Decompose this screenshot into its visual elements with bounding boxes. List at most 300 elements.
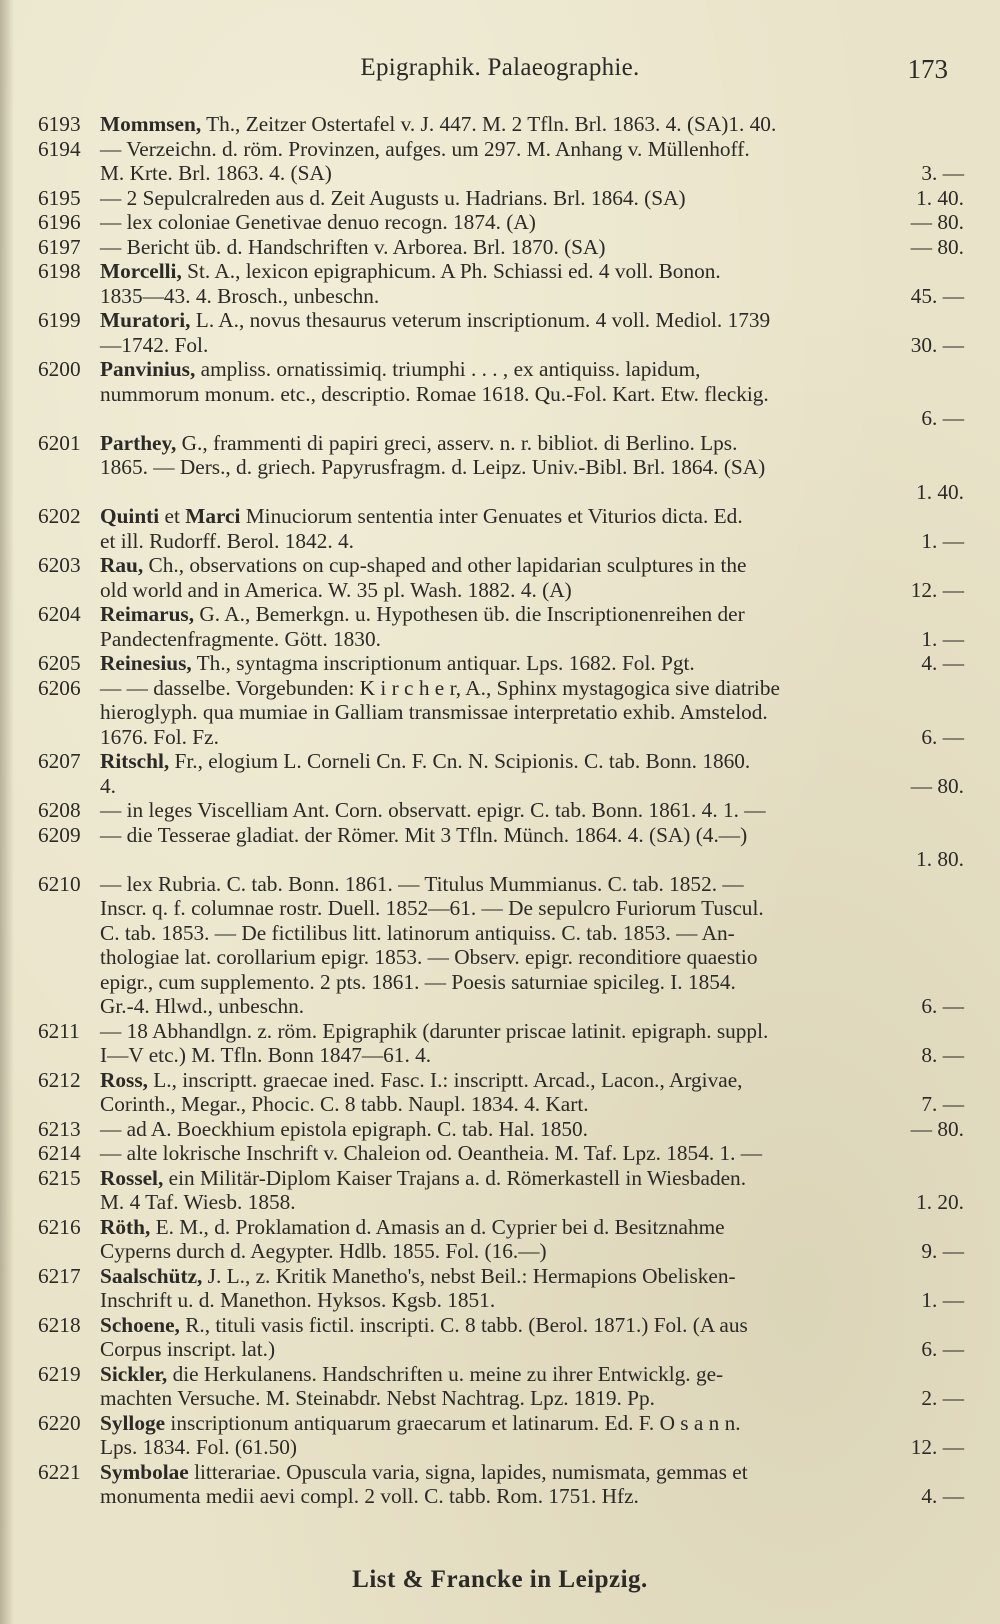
entry-number: 6199 [38,308,81,332]
description-text: J. L., z. Kritik Manetho's, nebst Beil.: Hermapions Obelisken- [202,1263,736,1288]
entry-line-text [100,1288,495,1313]
price: 3. — [921,161,964,185]
entry-line [100,1484,964,1509]
entry-line [100,1337,964,1362]
price: 8. — [921,1043,964,1067]
entry-line [100,1264,964,1289]
entry-number: 6194 [38,136,81,161]
catalogue-entry [38,1362,964,1411]
catalogue-entry [38,1117,964,1142]
page-header [0,52,1000,92]
author-name: Sickler, [100,1361,168,1386]
catalogue-entry [38,504,964,553]
description-text: inscriptionum antiquarum graecarum et latinarum. Ed. F. O s a n n. [165,1410,741,1435]
entry-text [100,210,964,235]
description-text: — 2 Sepulcralreden aus d. Zeit Augusts u. Hadrians. Brl. 1864. (SA) [100,185,686,210]
entry-line [100,994,964,1019]
entry-number: 6200 [38,357,81,381]
price: 6. — [921,724,964,749]
entry-line-text [100,1264,736,1289]
description-text: Inschrift u. d. Manethon. Hyksos. Kgsb. 1851. [100,1288,496,1312]
entry-line [100,210,964,235]
entry-number: 6214 [38,1141,81,1165]
entry-line-text [100,1362,723,1387]
entry-text [100,1411,964,1460]
description-text: ampliss. ornatissimiq. triumphi . . . , ex antiquiss. lapidum, [195,357,701,381]
entry-line-text [100,357,700,382]
catalogue-entry [38,1141,964,1166]
author-name: Muratori, [100,308,191,332]
entry-line [100,455,964,480]
author-name: Parthey, [100,430,177,455]
description-text: L. A., novus thesaurus veterum inscriptionum. 4 voll. Mediol. 1739 [190,308,771,332]
entry-line [100,382,964,407]
catalogue-entry [38,1460,964,1509]
price: 6. — [921,994,964,1018]
entry-text [100,1460,964,1509]
entry-line-text [100,1043,431,1068]
description-text: 1835—43. 4. Brosch., unbeschn. [100,283,380,308]
entry-number: 6196 [38,210,81,234]
catalogue-entry [38,1411,964,1460]
entry-line [100,798,964,823]
entry-text [100,651,964,676]
price: 1. 40. [916,185,964,210]
description-text: Th., syntagma inscriptionum antiquar. Lps. 1682. Fol. Pgt. [191,651,695,675]
description-text: Lps. 1834. Fol. (61.50) [100,1435,297,1459]
price: 2. — [921,1386,964,1410]
description-text: thologiae lat. corollarium epigr. 1853. — Observ. epigr. reconditiore quaestio [100,945,758,969]
description-text: 4. [100,773,116,798]
entry-line-text [100,945,757,970]
author-name: Reimarus, [100,602,195,626]
catalogue-entry [38,112,964,137]
entry-number: 6206 [38,675,81,700]
entry-line-text [100,235,606,260]
entry-text [100,1362,964,1411]
description-text: — Bericht üb. d. Handschriften v. Arborea. Brl. 1870. (SA) [100,234,606,259]
entry-number: 6218 [38,1312,81,1337]
entry-line [100,921,964,946]
catalogue-entry [38,259,964,308]
description-text: Corpus inscript. lat.) [100,1337,276,1361]
entry-text [100,112,964,137]
entry-line-text [100,112,776,137]
catalogue-entry [38,798,964,823]
entry-number: 6221 [38,1459,81,1484]
page-number: 173 [907,54,948,84]
entry-number: 6210 [38,871,81,896]
author-name: Morcelli, [100,259,182,283]
entry-line-text [100,578,572,603]
entry-line [100,357,964,382]
entry-line [100,504,964,529]
price: — 80. [910,1116,964,1141]
entry-line [100,945,964,970]
catalogue-entry [38,1313,964,1362]
catalogue-entry [38,235,964,260]
description-text: — 18 Abhandlgn. z. röm. Epigraphik (darunter priscae latinit. epigraph. suppl. [100,1018,769,1043]
entry-line [100,1460,964,1485]
entry-line-text [100,872,744,897]
entry-line [100,1288,964,1313]
entry-line-text [100,1460,748,1485]
description-text: L., inscriptt. graecae ined. Fasc. I.: inscriptt. Arcad., Lacon., Argivae, [147,1067,743,1092]
catalogue-entry [38,602,964,651]
author-name: Rau, [100,553,144,577]
description-text: epigr., cum supplemento. 2 pts. 1861. — Poesis saturniae spicileg. I. 1854. [100,969,736,994]
entry-line-text [100,749,750,774]
entry-line-text [100,1313,748,1338]
entry-number: 6213 [38,1116,81,1141]
entry-line-text [100,308,770,333]
entry-line-text [100,774,116,799]
entry-text [100,749,964,798]
description-text: — lex coloniae Genetivae denuo recogn. 1874. (A) [100,210,536,234]
catalogue-entry [38,651,964,676]
entry-line-text [100,1386,655,1411]
description-text: —1742. Fol. [100,332,209,357]
description-text: nummorum monum. etc., descriptio. Romae 1618. Qu.-Fol. Kart. Etw. fleckig. [100,381,769,406]
description-text: machten Versuche. M. Steinabdr. Nebst Nachtrag. Lpz. 1819. Pp. [100,1386,655,1410]
description-text: St. A., lexicon epigraphicum. A Ph. Schiassi ed. 4 voll. Bonon. [181,259,721,283]
description-text: die Herkulanens. Handschriften u. meine zu ihrer Entwicklg. ge- [167,1361,724,1386]
entry-line [100,872,964,897]
entry-line [100,1411,964,1436]
price: 4. — [921,1484,964,1508]
entry-text [100,1068,964,1117]
entry-line [100,1166,964,1191]
entry-text [100,137,964,186]
entry-line [100,578,964,603]
catalogue-entry [38,1068,964,1117]
entry-line-text [100,725,219,750]
entry-text [100,553,964,602]
entry-text [100,1019,964,1068]
description-text: Minuciorum sententia inter Genuates et Viturios dicta. Ed. [240,504,743,528]
entry-text [100,504,964,553]
price: 30. — [910,332,964,357]
entry-line-text [100,1117,588,1142]
entry-number: 6216 [38,1214,81,1239]
entry-line-text [100,1068,742,1093]
entry-line-text [100,1411,741,1436]
entry-line-text [100,186,686,211]
entry-text [100,1313,964,1362]
entry-number: 6215 [38,1165,81,1190]
author-name: Ritschl, [100,749,170,773]
entry-line-text [100,529,354,554]
entry-line [100,406,964,431]
author-name: Mommsen, [100,112,202,136]
entry-text [100,259,964,308]
price: — 80. [910,234,964,259]
description-text: Gr.-4. Hlwd., unbeschn. [100,994,305,1018]
catalogue-entry [38,823,964,872]
entry-text [100,823,964,872]
entry-line [100,284,964,309]
entry-line-text [100,431,737,456]
entry-line [100,431,964,456]
entry-number: 6219 [38,1361,81,1386]
description-text: Inscr. q. f. columnae rostr. Duell. 1852—61. — De sepulcro Furiorum Tuscul. [100,896,764,920]
entry-line [100,235,964,260]
author-name: Ross, [100,1067,148,1092]
price: 1. — [921,528,964,553]
price: 1. 20. [916,1190,964,1214]
entry-number: 6208 [38,798,81,822]
entry-number: 6217 [38,1263,81,1288]
price: 7. — [921,1092,964,1116]
entry-line-text [100,896,764,921]
entry-line [100,1435,964,1460]
entry-line-text [100,1239,547,1264]
entry-text [100,357,964,431]
entry-line-text [100,455,765,480]
entry-line-text [100,210,536,235]
entry-line [100,627,964,652]
entry-line [100,1141,964,1166]
entry-line [100,137,964,162]
entry-number: 6205 [38,651,81,675]
catalogue-entry [38,210,964,235]
entry-line-text [100,1484,639,1509]
description-text: hieroglyph. qua mumiae in Galliam transmissae interpretatio exhib. Amstelod. [100,700,768,724]
entry-line [100,651,964,676]
description-text: E. M., d. Proklamation d. Amasis an d. Cyprier bei d. Besitznahme [150,1214,725,1239]
entry-line [100,896,964,921]
page-edge-shadow [0,0,14,1624]
entry-line-text [100,284,379,309]
catalogue-entry [38,1215,964,1264]
description-text: G. A., Bemerkgn. u. Hypothesen üb. die Inscriptionenreihen der [194,602,745,626]
entry-line-text [100,602,745,627]
entry-text [100,431,964,505]
catalogue-entry [38,431,964,505]
price: 6. — [921,1337,964,1361]
description-text: litterariae. Opuscula varia, signa, lapides, numismata, gemmas et [188,1459,748,1484]
price: 6. — [921,406,964,430]
entry-number: 6203 [38,553,81,577]
entry-line-text [100,1435,297,1460]
author-name: Symbolae [100,1459,189,1484]
entry-line [100,774,964,799]
entry-line-text [100,504,743,529]
entry-line [100,1190,964,1215]
entry-line [100,700,964,725]
price: — 80. [910,210,964,234]
price: 1. 40. [916,479,964,504]
entry-line-text [100,1092,589,1117]
description-text: M. Krte. Brl. 1863. 4. (SA) [100,161,332,185]
price: 1. 80. [916,847,964,871]
entry-number: 6211 [38,1018,80,1043]
description-text: — in leges Viscelliam Ant. Corn. observatt. epigr. C. tab. Bonn. 1861. 4. 1. — [100,798,766,822]
entry-line [100,553,964,578]
entry-line [100,602,964,627]
entry-line [100,480,964,505]
entry-line [100,186,964,211]
publisher-footer: List & Francke in Leipzig. [352,1566,648,1593]
entry-line-text [100,823,747,848]
entry-text [100,676,964,750]
description-text: M. 4 Taf. Wiesb. 1858. [100,1190,296,1214]
entry-line [100,1215,964,1240]
entry-line [100,823,964,848]
author-name: Sylloge [100,1410,166,1435]
entry-text [100,186,964,211]
description-text: ein Militär-Diplom Kaiser Trajans a. d. Römerkastell in Wiesbaden. [163,1165,747,1190]
catalogue-entries [38,112,964,1509]
entry-line-text [100,137,750,162]
entry-number: 6202 [38,504,81,528]
description-text: I—V etc.) M. Tfln. Bonn 1847—61. 4. [100,1043,432,1067]
description-text: 1676. Fol. Fz. [100,724,219,749]
entry-line [100,333,964,358]
price: 9. — [921,1239,964,1263]
description-text: — Verzeichn. d. röm. Provinzen, aufges. um 297. M. Anhang v. Müllenhoff. [100,136,750,161]
entry-line-text [100,798,766,823]
entry-text [100,798,964,823]
entry-line-text [100,676,780,701]
author-name: Röth, [100,1214,151,1239]
entry-text [100,308,964,357]
description-text: Th., Zeitzer Ostertafel v. J. 447. M. 2 Tfln. Brl. 1863. 4. (SA)1. 40. [201,112,777,136]
description-text: C. tab. 1853. — De fictilibus litt. latinorum antiquiss. C. tab. 1853. — An- [100,920,735,945]
entry-number: 6207 [38,749,81,773]
entry-line-text [100,161,332,186]
description-text: — alte lokrische Inschrift v. Chaleion od. Oeantheia. M. Taf. Lpz. 1854. 1. — [100,1141,763,1165]
entry-text [100,872,964,1019]
entry-line [100,1117,964,1142]
price: 45. — [910,283,964,308]
description-text: Ch., observations on cup-shaped and other lapidarian sculptures in the [143,553,747,577]
author-name: Saalschütz, [100,1263,203,1288]
entry-number: 6209 [38,822,81,847]
description-text: Cyperns durch d. Aegypter. Hdlb. 1855. Fol. (16.—) [100,1239,547,1263]
entry-line-text [100,970,736,995]
entry-line-text [100,1337,275,1362]
entry-text [100,1141,964,1166]
entry-line [100,847,964,872]
description-text: R., tituli vasis fictil. inscripti. C. 8 tabb. (Berol. 1871.) Fol. (A aus [179,1312,748,1337]
catalogue-entry [38,1166,964,1215]
entry-number: 6197 [38,234,81,259]
catalogue-entry [38,186,964,211]
price: 1. — [921,1288,964,1312]
entry-line [100,1362,964,1387]
price: 4. — [921,651,964,675]
entry-number: 6212 [38,1067,81,1092]
catalogue-entry [38,676,964,750]
catalogue-entry [38,357,964,431]
entry-line-text [100,259,721,284]
author-name: Reinesius, [100,651,192,675]
entry-number: 6220 [38,1410,81,1435]
entry-line [100,1239,964,1264]
description-text: Pandectenfragmente. Gött. 1830. [100,626,381,651]
entry-line [100,676,964,701]
entry-line-text [100,1190,296,1215]
description-text: monumenta medii aevi compl. 2 voll. C. tabb. Rom. 1751. Hfz. [100,1484,639,1508]
entry-number: 6195 [38,185,81,210]
entry-line [100,749,964,774]
entry-number: 6201 [38,430,81,455]
catalogue-entry [38,1264,964,1313]
entry-line-text [100,1141,762,1166]
catalogue-entry [38,553,964,602]
catalogue-entry [38,308,964,357]
entry-line [100,529,964,554]
catalogue-entry [38,749,964,798]
running-title: Epigraphik. Palaeographie. [360,54,640,81]
description-text: Fr., elogium L. Corneli Cn. F. Cn. N. Scipionis. C. tab. Bonn. 1860. [169,749,751,773]
entry-line [100,1043,964,1068]
description-text: 1865. — Ders., d. griech. Papyrusfragm. d. Leipz. Univ.-Bibl. Brl. 1864. (SA) [100,455,766,479]
description-text: — — dasselbe. Vorgebunden: K i r c h e r, A., Sphinx mystagogica sive diatribe [100,675,780,700]
entry-line-text [100,1215,725,1240]
price: 12. — [910,577,964,602]
entry-text [100,1166,964,1215]
entry-number: 6198 [38,259,81,283]
entry-number: 6204 [38,602,81,626]
author-name: Rossel, [100,1165,164,1190]
entry-text [100,1117,964,1142]
entry-line [100,1386,964,1411]
entry-line [100,725,964,750]
entry-text [100,235,964,260]
entry-line [100,970,964,995]
entry-line [100,308,964,333]
entry-line-text [100,700,768,725]
author-name: Marci [185,504,241,528]
entry-line [100,1019,964,1044]
price: 12. — [910,1435,964,1459]
description-text: — ad A. Boeckhium epistola epigraph. C. tab. Hal. 1850. [100,1116,588,1141]
entry-line-text [100,921,735,946]
entry-line [100,1092,964,1117]
entry-text [100,1215,964,1264]
entry-line [100,161,964,186]
description-text: Corinth., Megar., Phocic. C. 8 tabb. Naupl. 1834. 4. Kart. [100,1092,589,1116]
price: 1. — [921,626,964,651]
entry-number: 6193 [38,112,81,136]
catalogue-entry [38,137,964,186]
entry-line-text [100,1019,768,1044]
entry-line [100,1313,964,1338]
entry-line-text [100,627,381,652]
catalogue-entry [38,872,964,1019]
entry-line [100,259,964,284]
description-text: et [159,504,186,528]
entry-line [100,112,964,137]
entry-text [100,1264,964,1313]
catalogue-entry [38,1019,964,1068]
entry-line-text [100,333,208,358]
entry-line [100,1068,964,1093]
author-name: Schoene, [100,1312,180,1337]
author-name: Quinti [100,504,160,528]
description-text: — lex Rubria. C. tab. Bonn. 1861. — Titulus Mummianus. C. tab. 1852. — [100,871,744,896]
price: — 80. [910,773,964,798]
entry-line-text [100,994,304,1019]
description-text: G., frammenti di papiri greci, asserv. n. r. bibliot. di Berlino. Lps. [176,430,738,455]
description-text: et ill. Rudorff. Berol. 1842. 4. [100,528,354,553]
entry-line-text [100,382,769,407]
author-name: Panvinius, [100,357,196,381]
description-text: — die Tesserae gladiat. der Römer. Mit 3 Tfln. Münch. 1864. 4. (SA) (4.—) [100,822,748,847]
entry-line-text [100,1166,746,1191]
